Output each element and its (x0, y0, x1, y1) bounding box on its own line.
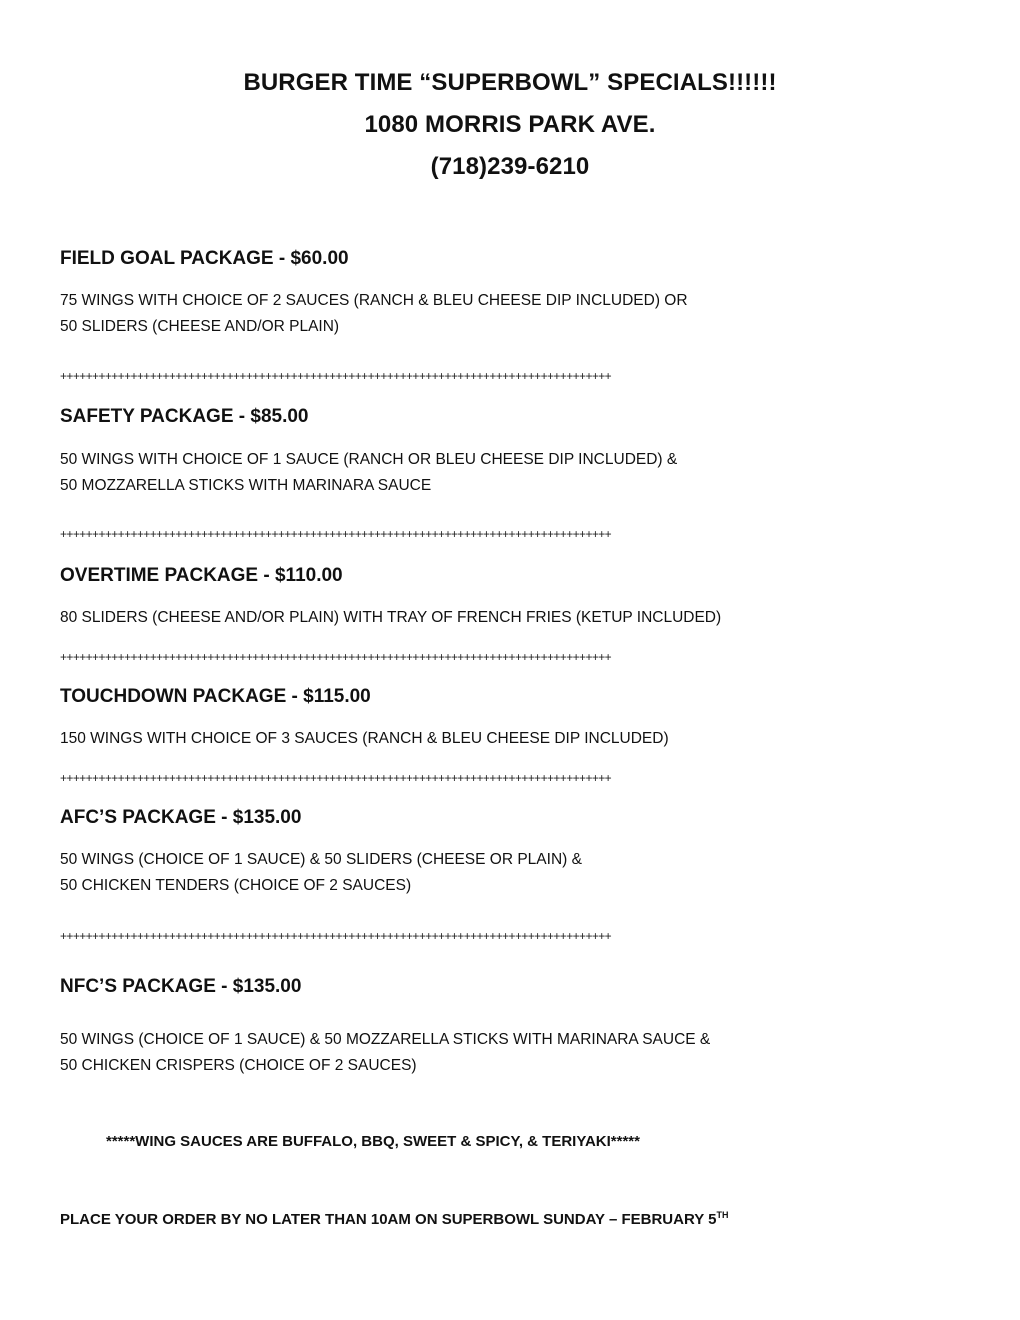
order-deadline-note (60, 1210, 728, 1228)
section-divider: ++++++++++++++++++++++++++++++++++++++++++++++++++++++++++++++++++++++++++++++++++++++ (60, 369, 612, 383)
package-description-line: 50 MOZZARELLA STICKS WITH MARINARA SAUCE (60, 477, 432, 494)
store-phone: (718)239-6210 (430, 153, 590, 180)
page-title: BURGER TIME “SUPERBOWL” SPECIALS!!!!!! (243, 69, 777, 96)
store-address: 1080 MORRIS PARK AVE. (364, 111, 656, 138)
package-description-line: 50 WINGS WITH CHOICE OF 1 SAUCE (RANCH OR BLEU CHEESE DIP INCLUDED) & (60, 451, 678, 468)
ordinal-suffix: TH (716, 1210, 729, 1220)
package-nfc-title: NFC’S PACKAGE - $135.00 (60, 976, 302, 997)
section-divider: ++++++++++++++++++++++++++++++++++++++++++++++++++++++++++++++++++++++++++++++++++++++ (60, 771, 612, 785)
menu-header (0, 62, 1020, 188)
package-afc-description (60, 847, 582, 899)
package-description-line: 75 WINGS WITH CHOICE OF 2 SAUCES (RANCH & BLEU CHEESE DIP INCLUDED) OR (60, 292, 688, 309)
package-description-line: 50 CHICKEN CRISPERS (CHOICE OF 2 SAUCES) (60, 1057, 417, 1074)
package-overtime-title: OVERTIME PACKAGE - $110.00 (60, 565, 343, 586)
package-touchdown-title: TOUCHDOWN PACKAGE - $115.00 (60, 686, 371, 707)
package-safety-title: SAFETY PACKAGE - $85.00 (60, 406, 309, 427)
package-overtime-description (60, 605, 721, 631)
section-divider: ++++++++++++++++++++++++++++++++++++++++++++++++++++++++++++++++++++++++++++++++++++++ (60, 527, 612, 541)
package-description-line: 50 WINGS (CHOICE OF 1 SAUCE) & 50 MOZZARELLA STICKS WITH MARINARA SAUCE & (60, 1031, 711, 1048)
package-field-goal-title: FIELD GOAL PACKAGE - $60.00 (60, 248, 349, 269)
section-divider: ++++++++++++++++++++++++++++++++++++++++++++++++++++++++++++++++++++++++++++++++++++++ (60, 650, 612, 664)
package-description-line: 150 WINGS WITH CHOICE OF 3 SAUCES (RANCH & BLEU CHEESE DIP INCLUDED) (60, 730, 669, 747)
section-divider: ++++++++++++++++++++++++++++++++++++++++++++++++++++++++++++++++++++++++++++++++++++++ (60, 929, 612, 943)
package-description-line: 50 CHICKEN TENDERS (CHOICE OF 2 SAUCES) (60, 877, 412, 894)
wing-sauce-note: *****WING SAUCES ARE BUFFALO, BBQ, SWEET & SPICY, & TERIYAKI***** (106, 1133, 640, 1150)
package-nfc-description (60, 1027, 710, 1079)
order-deadline-text: PLACE YOUR ORDER BY NO LATER THAN 10AM ON SUPERBOWL SUNDAY – FEBRUARY 5 (60, 1211, 717, 1228)
package-field-goal-description (60, 288, 688, 340)
package-afc-title: AFC’S PACKAGE - $135.00 (60, 807, 302, 828)
package-touchdown-description (60, 726, 669, 752)
package-description-line: 50 SLIDERS (CHEESE AND/OR PLAIN) (60, 318, 340, 335)
package-safety-description (60, 447, 677, 499)
package-description-line: 50 WINGS (CHOICE OF 1 SAUCE) & 50 SLIDERS (CHEESE OR PLAIN) & (60, 851, 582, 868)
package-description-line: 80 SLIDERS (CHEESE AND/OR PLAIN) WITH TRAY OF FRENCH FRIES (KETUP INCLUDED) (60, 609, 722, 626)
